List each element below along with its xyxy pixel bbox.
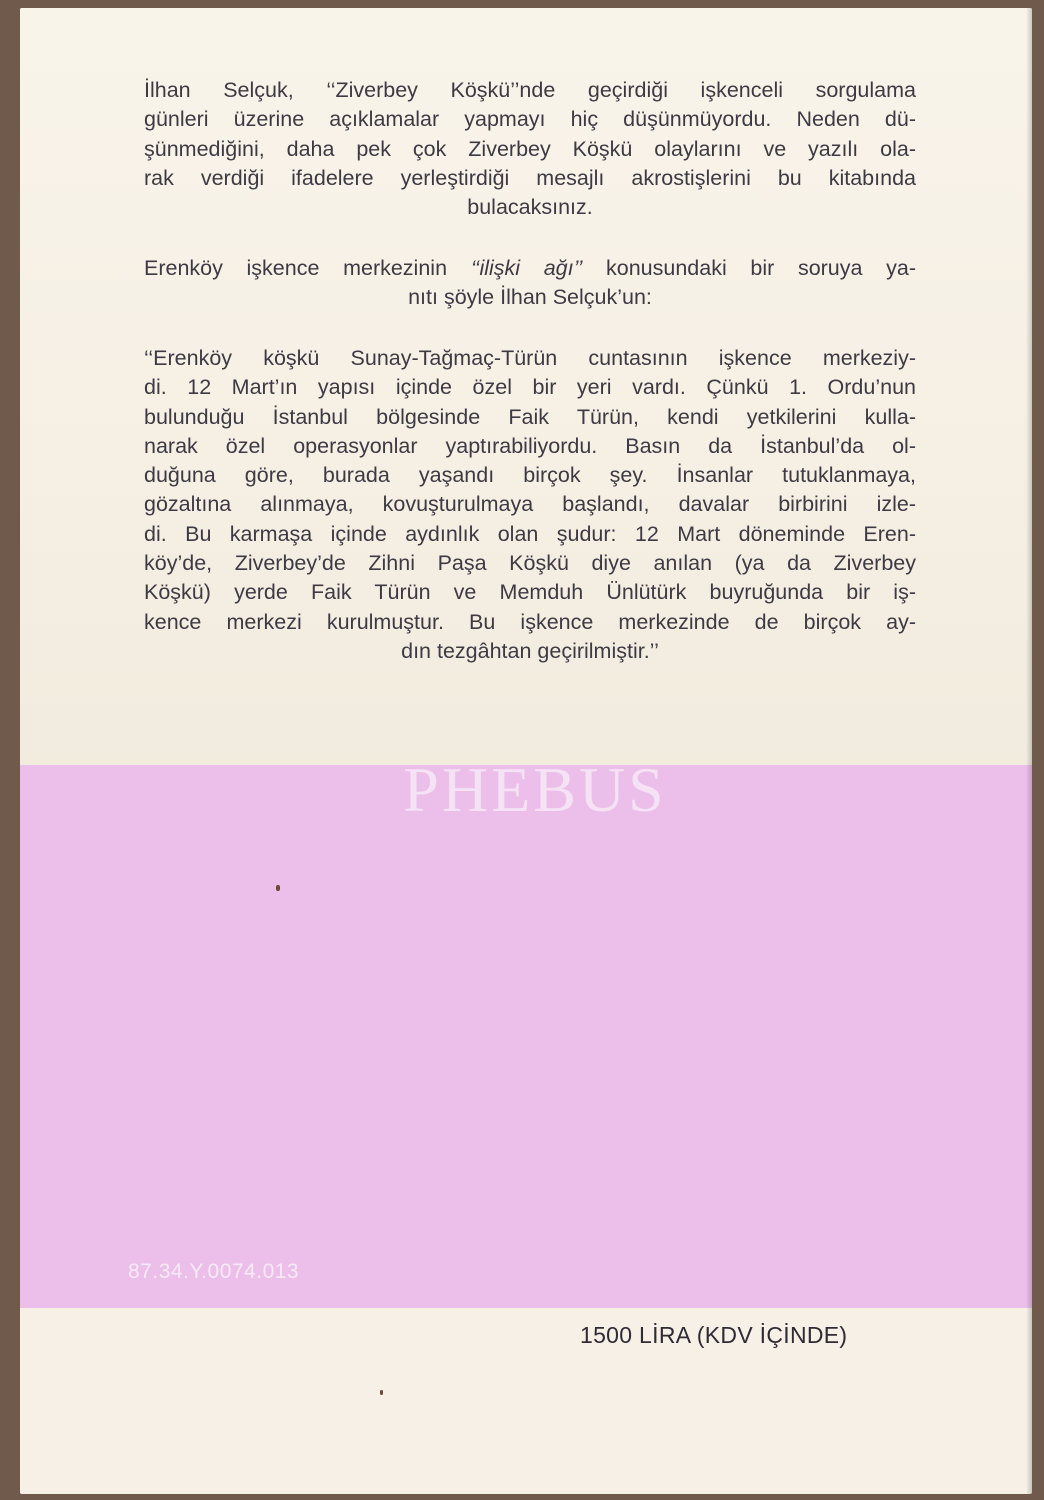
quote-line: duğuna göre, burada yaşandı birçok şey. İnsanlar tutuklanmaya, — [144, 463, 916, 488]
intro-line: şünmediğini, daha pek çok Ziverbey Köşkü olaylarını ve yazılı ola- — [144, 136, 916, 161]
intro-line: bulacaksınız. — [467, 195, 593, 220]
watermark: PHEBUS — [403, 754, 667, 825]
question-text-start: Erenköy işkence merkezinin — [144, 256, 471, 280]
quote-line: di. 12 Mart’ın yapısı içinde özel bir yeri vardı. Çünkü 1. Ordu’nun — [144, 375, 916, 400]
quote-line: Köşkü) yerde Faik Türün ve Memduh Ünlütürk buyruğunda bir iş- — [144, 580, 916, 605]
intro-paragraph — [144, 76, 916, 222]
intro-line: günleri üzerine açıklamalar yapmayı hiç düşünmüyordu. Neden dü- — [144, 107, 916, 132]
quote-line: di. Bu karmaşa içinde aydınlık olan şudur: 12 Mart döneminde Eren- — [144, 521, 916, 546]
question-paragraph — [144, 254, 916, 313]
quote-line: narak özel operasyonlar yaptırabiliyordu. Basın da İstanbul’da ol- — [144, 433, 916, 458]
quote-line: dın tezgâhtan geçirilmiştir.’’ — [401, 638, 659, 663]
catalog-code: 87.34.Y.0074.013 — [128, 1260, 300, 1283]
quote-line: gözaltına alınmaya, kovuşturulmaya başlandı, davalar birbirini izle- — [144, 492, 916, 517]
pink-color-band — [20, 765, 1032, 1308]
intro-line: rak verdiği ifadelere yerleştirdiği mesajlı akrostişlerini bu kitabında — [144, 165, 916, 190]
quote-line: bulunduğu İstanbul bölgesinde Faik Türün, kendi yetkilerini kulla- — [144, 404, 916, 429]
quote-line: köy’de, Ziverbey’de Zihni Paşa Köşkü diye anılan (ya da Ziverbey — [144, 551, 916, 576]
quote-paragraph — [144, 344, 916, 666]
price-label: 1500 LİRA (KDV İÇİNDE) — [580, 1322, 848, 1348]
question-italic-term: ‘‘ilişki ağı’’ — [470, 256, 583, 280]
paper-speck — [276, 885, 280, 891]
question-line: nıtı şöyle İlhan Selçuk’un: — [408, 285, 652, 310]
cover-edge-shadow — [1026, 8, 1032, 1494]
paper-speck — [380, 1390, 383, 1395]
book-back-cover — [20, 8, 1032, 1494]
quote-line: ‘‘Erenköy köşkü Sunay-Tağmaç-Türün cuntasının işkence merkeziy- — [144, 346, 916, 370]
intro-line: İlhan Selçuk, ‘‘Ziverbey Köşkü’’nde geçirdiği işkenceli sorgulama — [144, 78, 916, 102]
quote-line: kence merkezi kurulmuştur. Bu işkence merkezinde de birçok ay- — [144, 609, 916, 634]
question-line — [144, 254, 916, 283]
question-text-end: konusundaki bir soruya ya- — [582, 256, 916, 280]
